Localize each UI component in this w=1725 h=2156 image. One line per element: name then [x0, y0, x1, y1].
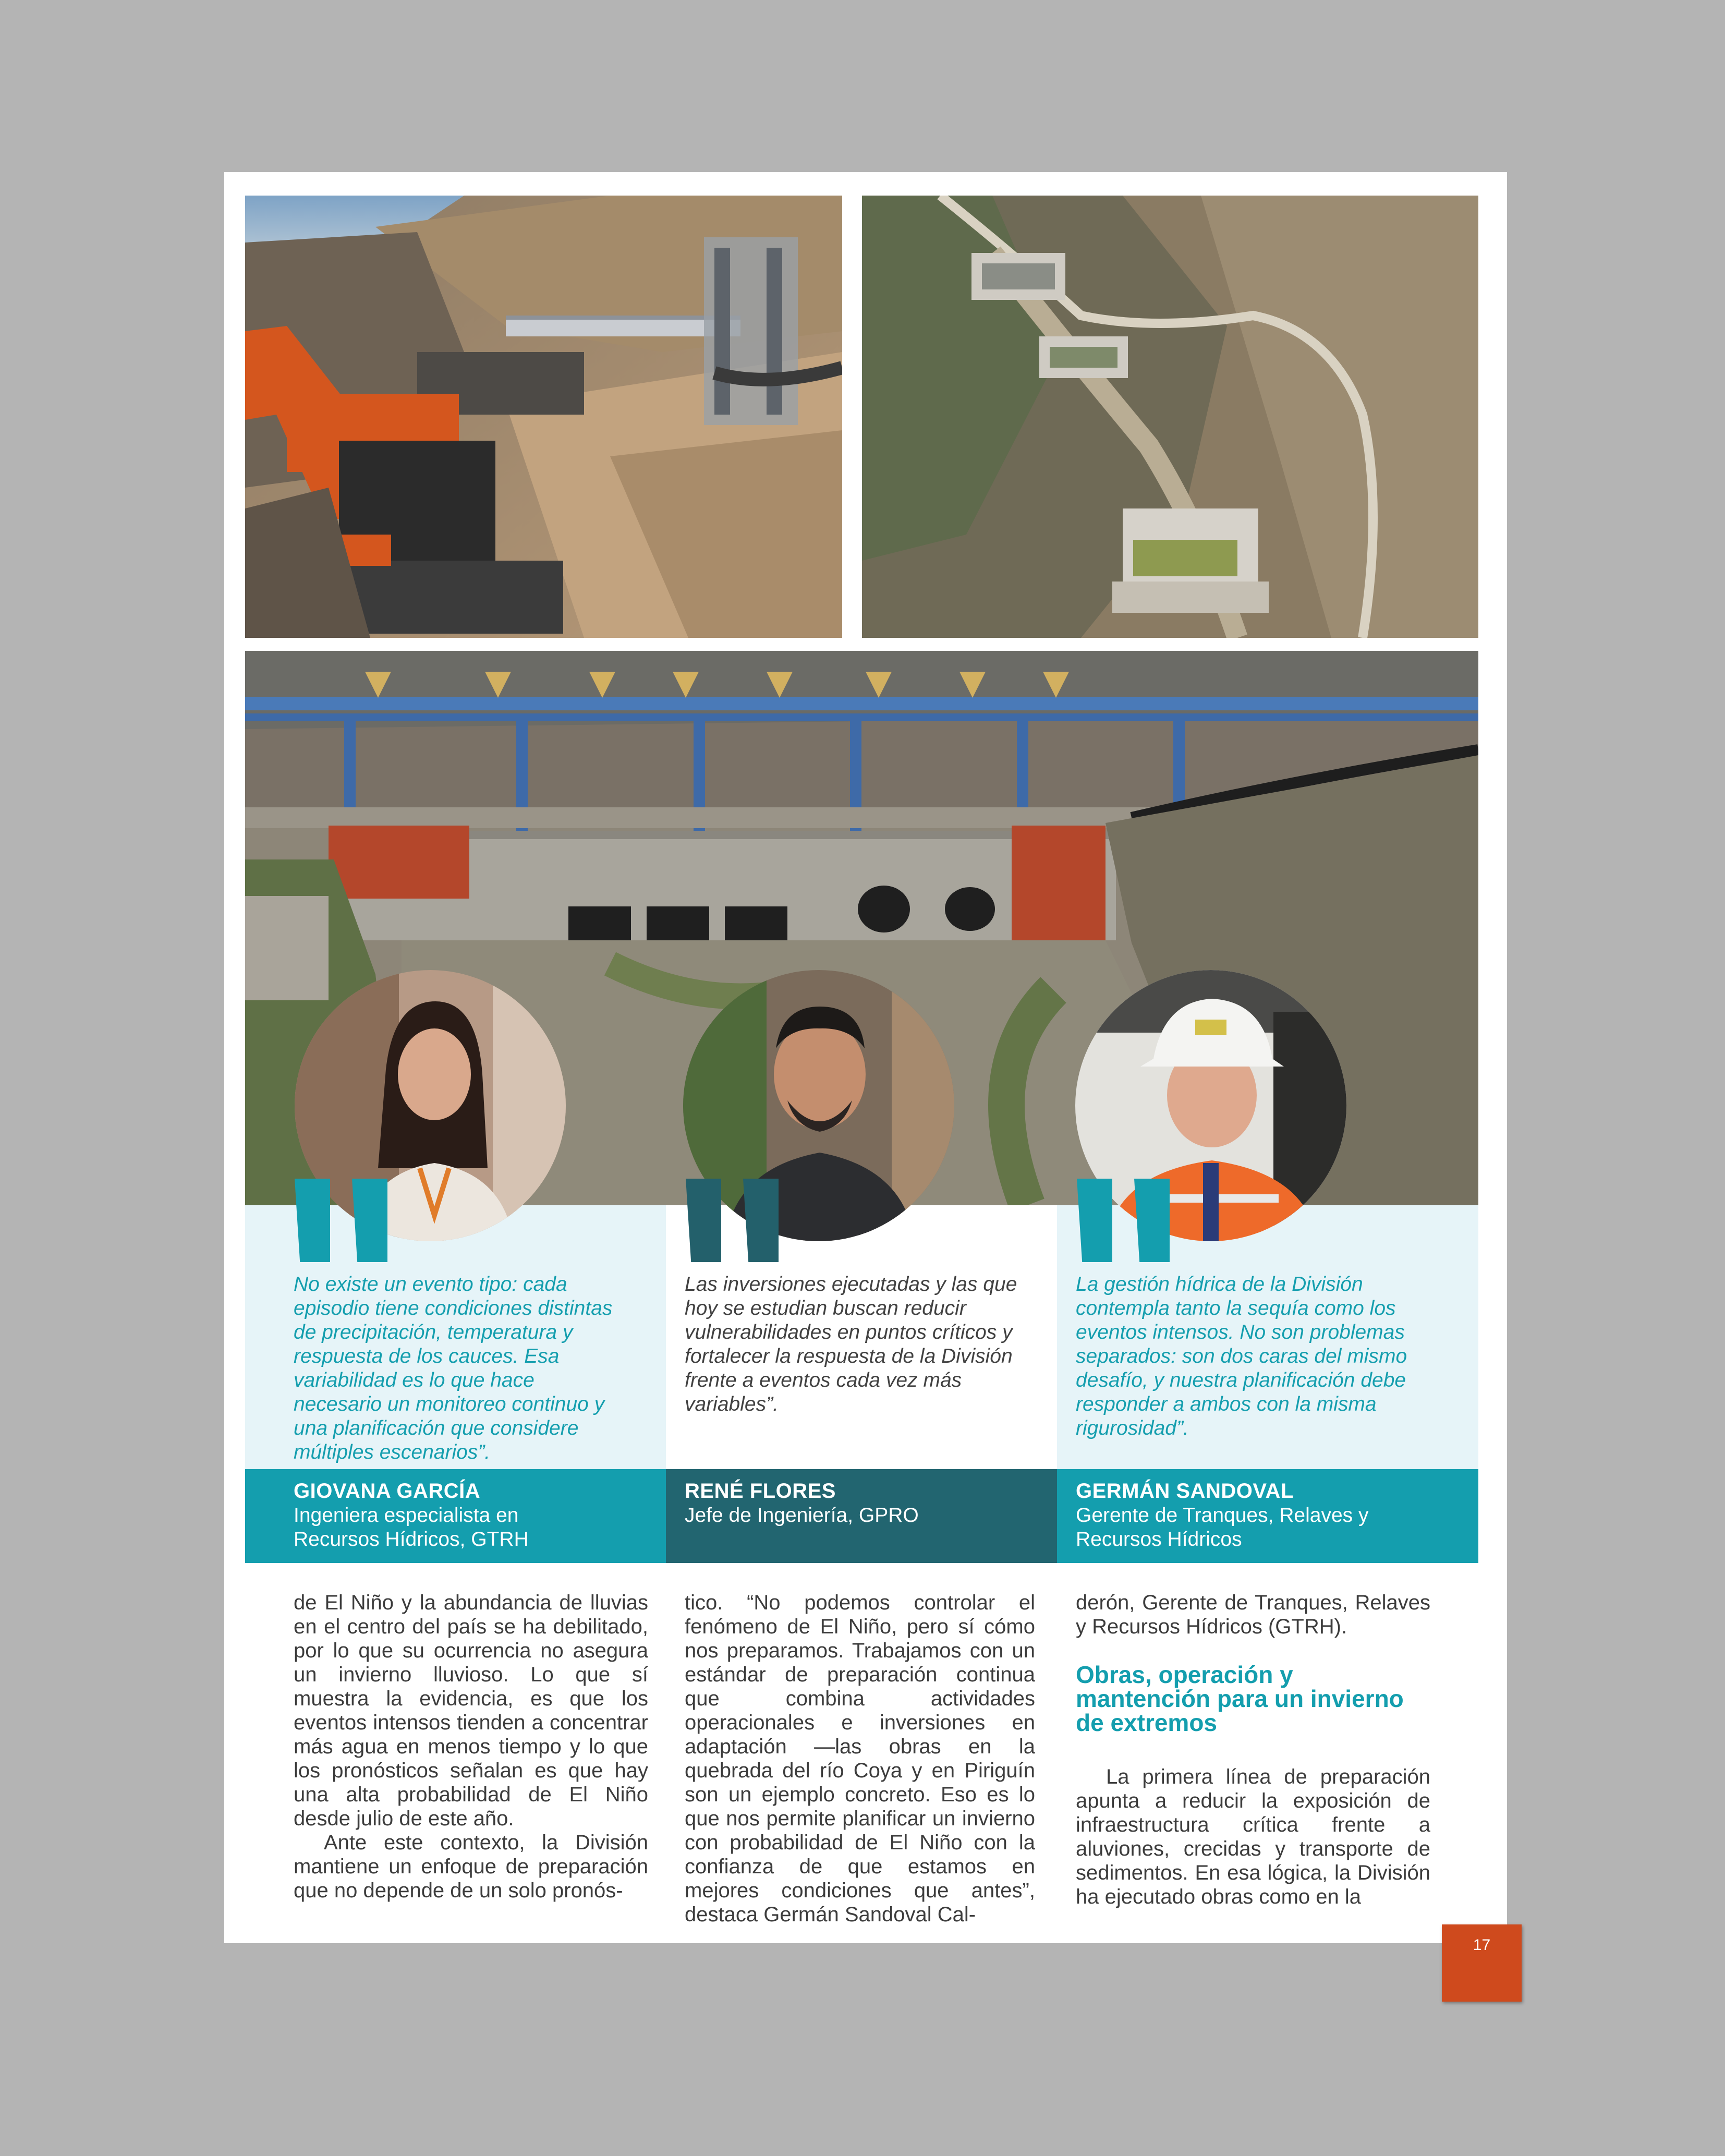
- person-role: Ingeniera especialista en Recursos Hídricos, GTRH: [294, 1504, 529, 1551]
- caption-rene-flores: [666, 1469, 1057, 1563]
- body-column-2: [685, 1591, 1035, 1927]
- caption-german-sandoval: [1057, 1469, 1478, 1563]
- person-name: GIOVANA GARCÍA: [294, 1480, 481, 1503]
- quote-text-giovana-garcia: No existe un evento tipo: cada episodio tiene condiciones distintas de precipitación, temperatura y respuesta de los cauces. Esa variabilidad es lo que hace necesario un monitoreo continuo y una planificación que considere múltiples escenarios”.: [294, 1273, 613, 1463]
- person-role: Gerente de Tranques, Relaves y Recursos Hídricos: [1076, 1504, 1369, 1551]
- photo-excavator-worksite: [245, 196, 842, 638]
- quote-text-german-sandoval: La gestión hídrica de la División contempla tanto la sequía como los eventos intensos. No son problemas separados: son dos caras del mismo desafío, y nuestra planificación debe responder a ambos con la misma rigurosidad”.: [1076, 1273, 1407, 1439]
- photo-check-dams-ravine: [862, 196, 1478, 638]
- body-paragraph: derón, Gerente de Tranques, Relaves y Recursos Hídricos (GTRH).: [1076, 1591, 1430, 1638]
- page-number: 17: [1442, 1924, 1522, 2002]
- person-name: GERMÁN SANDOVAL: [1076, 1480, 1294, 1503]
- person-name: RENÉ FLORES: [685, 1480, 836, 1503]
- body-paragraph: La primera línea de preparación apunta a reducir la exposición de infraestructura crítica frente a aluviones, crecidas y transporte de sedimentos. En esa lógica, la División ha ejecutado obras como en la: [1076, 1765, 1430, 1908]
- body-column-3: [1076, 1591, 1430, 1909]
- quote-mark-icon: [686, 1179, 780, 1262]
- person-role: Jefe de Ingeniería, GPRO: [685, 1504, 919, 1527]
- caption-giovana-garcia: [245, 1469, 666, 1563]
- quote-text-rene-flores: Las inversiones ejecutadas y las que hoy se estudian buscan reducir vulnerabilidades en puntos críticos y fortalecer la respuesta de la División frente a eventos cada vez más variables”.: [685, 1273, 1017, 1415]
- magazine-page: [224, 172, 1507, 1943]
- section-subheading: Obras, operación y mantención para un invierno de extremos: [1076, 1661, 1404, 1736]
- body-column-1: [294, 1591, 648, 1903]
- quote-mark-icon: [1077, 1179, 1171, 1262]
- body-paragraph: tico. “No podemos controlar el fenómeno de El Niño, pero sí cómo nos preparamos. Trabajamos con un estándar de preparación continua que combina actividades operacionales e inversiones en adaptación —las obras en la quebrada del río Coya y en Piriguín son un ejemplo concreto. Eso es lo que nos permite planificar un invierno con probabilidad de El Niño con la confianza de que estamos en mejores condiciones que antes”, destaca Germán Sandoval Cal-: [685, 1591, 1035, 1926]
- quote-mark-icon: [295, 1179, 388, 1262]
- body-paragraph: de El Niño y la abundancia de lluvias en el centro del país se ha debilitado, por lo que su ocurrencia no asegura un invierno lluvioso. Lo que sí muestra la evidencia, es que los eventos intensos tienden a concentrar más agua en menos tiempo y lo que los pronósticos señalan es que hay una alta probabilidad de El Niño desde julio de este año.: [294, 1591, 648, 1830]
- body-paragraph: Ante este contexto, la División mantiene un enfoque de preparación que no depende de un solo pronós-: [294, 1831, 648, 1902]
